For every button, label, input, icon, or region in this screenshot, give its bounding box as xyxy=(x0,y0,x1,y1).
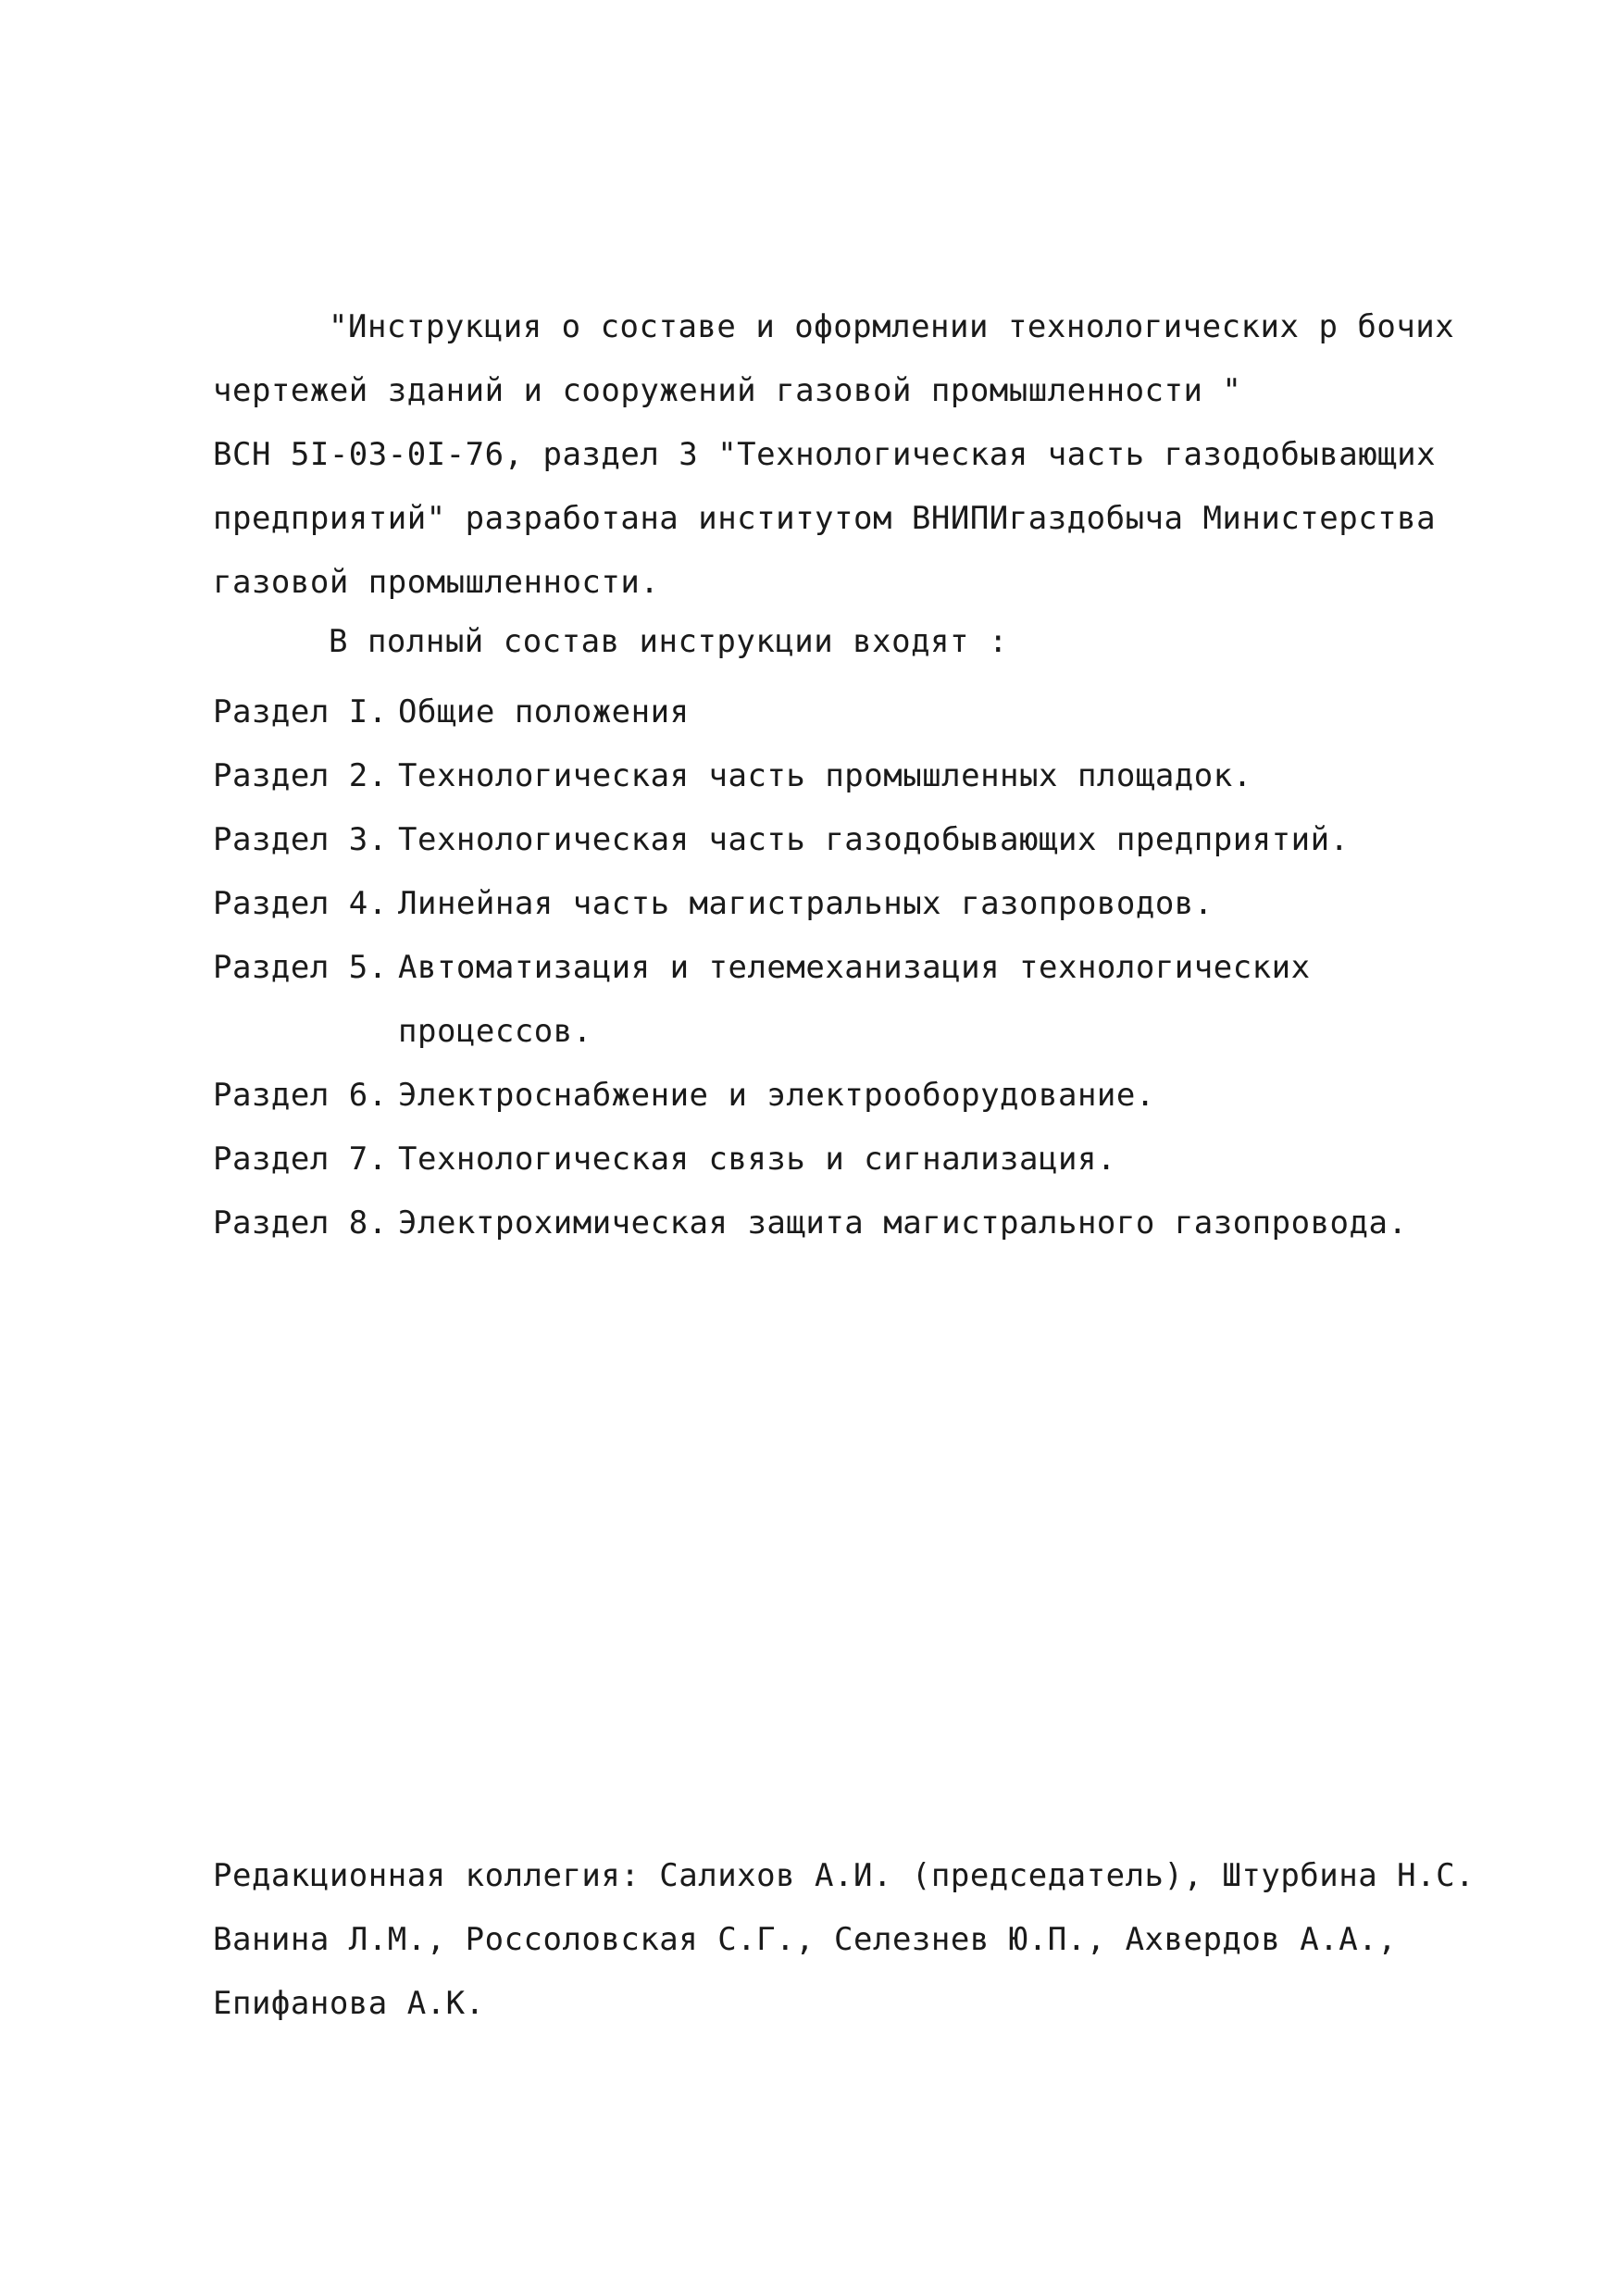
composition-intro: В полный состав инструкции входят : xyxy=(329,623,1008,660)
editorial-line-2: Ванина Л.М., Россоловская С.Г., Селезнев Ю.П., Ахвердов А.А., xyxy=(213,1921,1398,1958)
editorial-line-1: Редакционная коллегия: Салихов А.И. (председатель), Штурбина Н.С. xyxy=(213,1857,1476,1894)
section-title: Технологическая часть газодобывающих предприятий. xyxy=(398,821,1350,858)
section-title: Технологическая часть промышленных площадок. xyxy=(398,757,1252,794)
section-title: Электрохимическая защита магистрального газопровода. xyxy=(398,1204,1408,1242)
section-label: Раздел 4. xyxy=(213,885,388,922)
section-label: Раздел 5. xyxy=(213,949,388,986)
section-item-1 xyxy=(213,693,690,730)
section-item-6 xyxy=(213,1077,1155,1114)
section-item-2 xyxy=(213,757,1252,794)
section-label: Раздел 8. xyxy=(213,1204,388,1242)
section-item-3 xyxy=(213,821,1350,858)
section-item-7 xyxy=(213,1141,1116,1178)
section-label: Раздел 6. xyxy=(213,1077,388,1114)
intro-paragraph-line-3: ВСН 5I-03-0I-76, раздел 3 "Технологическая часть газодобывающих xyxy=(213,436,1437,473)
section-label: Раздел 7. xyxy=(213,1141,388,1178)
intro-paragraph-line-4: предприятий" разработана институтом ВНИПИгаздобыча Министерства xyxy=(213,500,1437,537)
editorial-line-3: Епифанова А.К. xyxy=(213,1985,485,2022)
section-title: Общие положения xyxy=(398,693,690,730)
section-title: Электроснабжение и электрооборудование. xyxy=(398,1077,1155,1114)
section-item-5-continuation: процессов. xyxy=(398,1013,592,1050)
section-item-8 xyxy=(213,1204,1408,1242)
section-title: Линейная часть магистральных газопроводов. xyxy=(398,885,1214,922)
section-label: Раздел 2. xyxy=(213,757,388,794)
section-title: Автоматизация и телемеханизация технологических xyxy=(398,949,1311,986)
section-label: Раздел I. xyxy=(213,693,388,730)
intro-paragraph-line-2: чертежей зданий и сооружений газовой промышленности " xyxy=(213,372,1242,409)
section-title: Технологическая связь и сигнализация. xyxy=(398,1141,1116,1178)
intro-paragraph-line-5: газовой промышленности. xyxy=(213,564,660,601)
section-item-4 xyxy=(213,885,1214,922)
intro-paragraph-line-1: "Инструкция о составе и оформлении технологических р бочих xyxy=(329,308,1455,345)
section-item-5 xyxy=(213,949,1311,986)
section-label: Раздел 3. xyxy=(213,821,388,858)
